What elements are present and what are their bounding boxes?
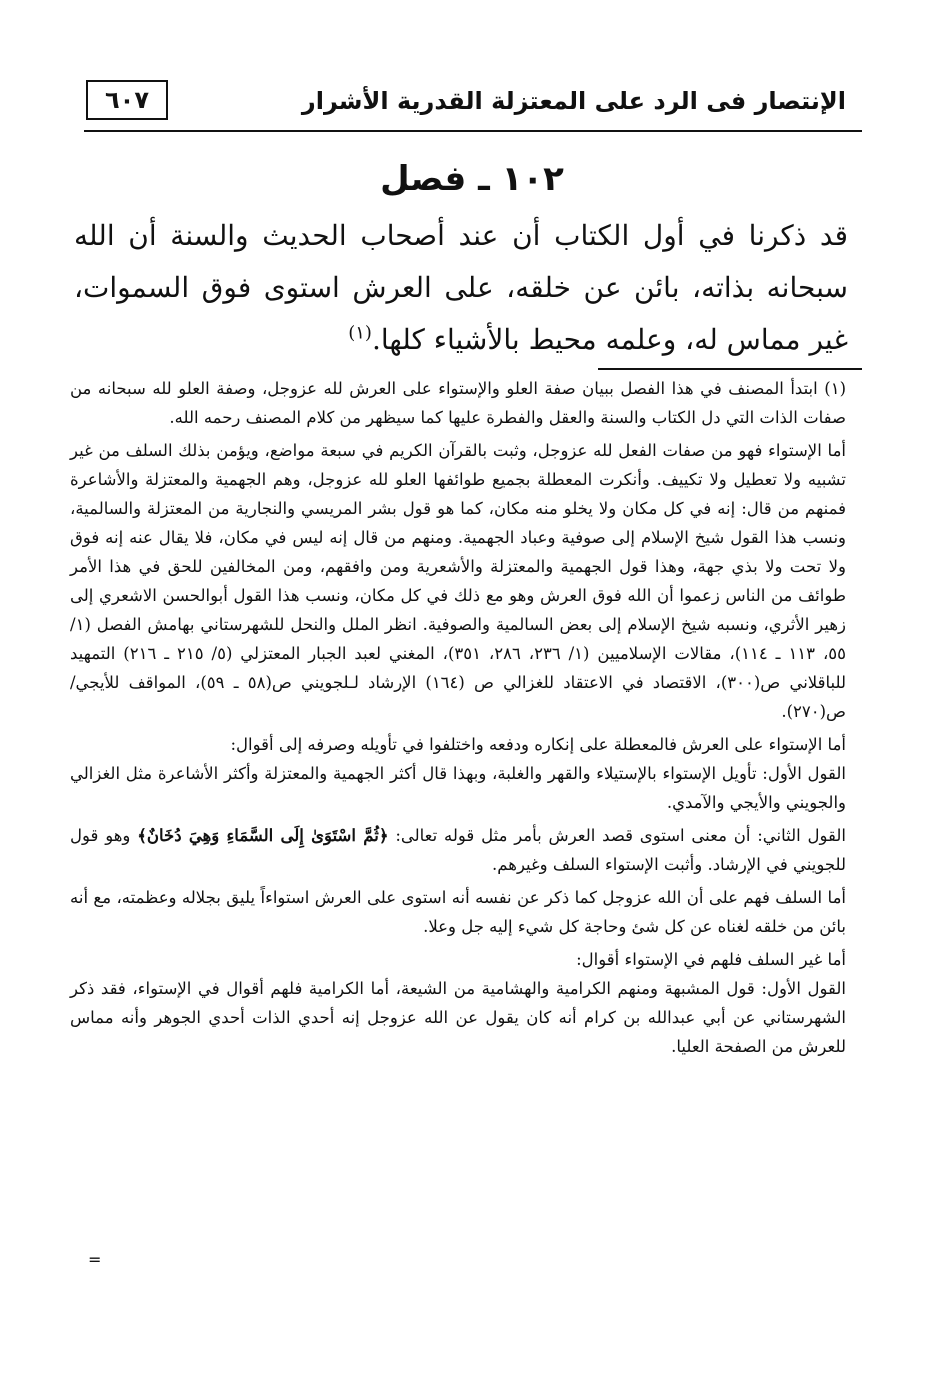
footnote-paragraph: أما الإستواء فهو من صفات الفعل لله عزوجل، وثبت بالقرآن الكريم في سبعة مواضع، ويؤمن بذلك السلف من غير تشبيه ولا تعطيل ولا تكييف. وأنكرت المعطلة بجميع طوائفها العلو لله عزوجل، وهم الجهمية والمعتزلة والأشاعرة فمنهم من قال: إنه في كل مكان ولا يخلو منه مكان، كما هو قول بشر المريسي والنجارية من المعتزلة والسالمية، ونسب هذا القول شيخ الإسلام إلى صوفية وعباد الجهمية. ومنهم من قال إنه ليس في مكان، فلا يقال عنه إنه فوق ولا تحت ولا بذي جهة، وهذا قول الجهمية والمعتزلة والأشعرية ومن وافقهم، ومن المخالفين للحق في هذا الأمر طوائف من الناس زعموا أن الله فوق العرش وهو مع ذلك في كل مكان، ونسب هذا القول أبوالحسن الاشعري إلى زهير الأثري، ونسبه شيخ الإسلام إلى بعض السالمية والصوفية. انظر الملل والنحل للشهرستاني بهامش الفصل (١/ ٥٥، ١١٣ ـ ١١٤)، مقالات الإسلاميين (١/ ٢٣٦، ٢٨٦، ٣٥١)، المغني لعبد الجبار المعتزلي (٥/ ٢١٥ ـ ٢١٦) التمهيد للباقلاني ص(٣٠٠)، الاقتصاد في الاعتقاد للغزالي ص (١٦٤) الإرشاد لـلجويني ص(٥٨ ـ ٥٩)، المواقف للأيجي/ ص(٢٧٠). xyxy=(70,441,847,721)
footnote-paragraph: أما الإستواء على العرش فالمعطلة على إنكاره ودفعه واختلفوا في تأويله وصرفه إلى أقوال: xyxy=(230,735,846,754)
footnote-paragraph: القول الأول: تأويل الإستواء بالإستيلاء والقهر والغلبة، وبهذا قال أكثر الجهمية والمعتزلة وأكثر الأشاعرة مثل الغزالي والجويني والأيجي والآمدي. xyxy=(70,764,846,812)
footnote-paragraph: (١) ابتدأ المصنف في هذا الفصل ببيان صفة العلو والإستواء على العرش لله عزوجل، وصفة العلو لله سبحانه من صفات الذات التي دل الكتاب والسنة والعقل والفطرة عليها كما سيظهر من كلام المصنف رحمه الله. xyxy=(70,379,846,427)
footnote-paragraph: أما غير السلف فلهم في الإستواء أقوال: xyxy=(576,950,846,969)
footnotes-block xyxy=(70,374,846,1065)
main-paragraph xyxy=(74,210,848,366)
footnote-text: القول الثاني: أن معنى استوى قصد العرش بأمر مثل قوله تعالى: xyxy=(395,826,847,845)
footnote-rule xyxy=(598,368,862,370)
main-paragraph-text: قد ذكرنا في أول الكتاب أن عند أصحاب الحديث والسنة أن الله سبحانه بذاته، بائن عن خلقه، على العرش استوى فوق السموات، غير مماس له، وعلمه محيط بالأشياء كلها. xyxy=(74,219,848,356)
section-title: ١٠٢ ـ فصل xyxy=(380,159,564,199)
page-number: ٦٠٧ xyxy=(86,80,168,120)
continuation-mark: = xyxy=(88,1250,102,1269)
footnote-paragraph: أما السلف فهم على أن الله عزوجل كما ذكر عن نفسه أنه استوى على العرش استواءاً يليق بجلاله وعظمته، مع أنه بائن من خلقه لغناه عن كل شئ وحاجة كل شيء إليه جل وعلا. xyxy=(70,888,846,936)
footnote-text: وهو قول للجويني في الإرشاد. وأثبت الإستواء السلف وغيرهم. xyxy=(70,826,846,874)
quran-verse: ﴿ثُمَّ اسْتَوَىٰ إِلَى السَّمَاءِ وَهِيَ دُخَانٌ﴾ xyxy=(137,826,389,845)
footnote-paragraph xyxy=(70,821,846,879)
footnote-paragraph: القول الأول: قول المشبهة ومنهم الكرامية والهشامية من الشيعة، أما الكرامية فلهم أقوال في الإستواء، فقد ذكر الشهرستاني عن أبي عبدالله بن كرام أنه كان يقول عن الله عزوجل إنه أحدي الذات أحدي الجوهر وأنه مماس للعرش من الصفحة العليا. xyxy=(70,979,846,1056)
main-paragraph-block xyxy=(74,210,848,366)
footnote-marker: (١) xyxy=(348,322,372,344)
header-rule xyxy=(84,130,862,132)
running-header-title: الإنتصار فى الرد على المعتزلة القدرية الأشرار xyxy=(301,87,846,115)
